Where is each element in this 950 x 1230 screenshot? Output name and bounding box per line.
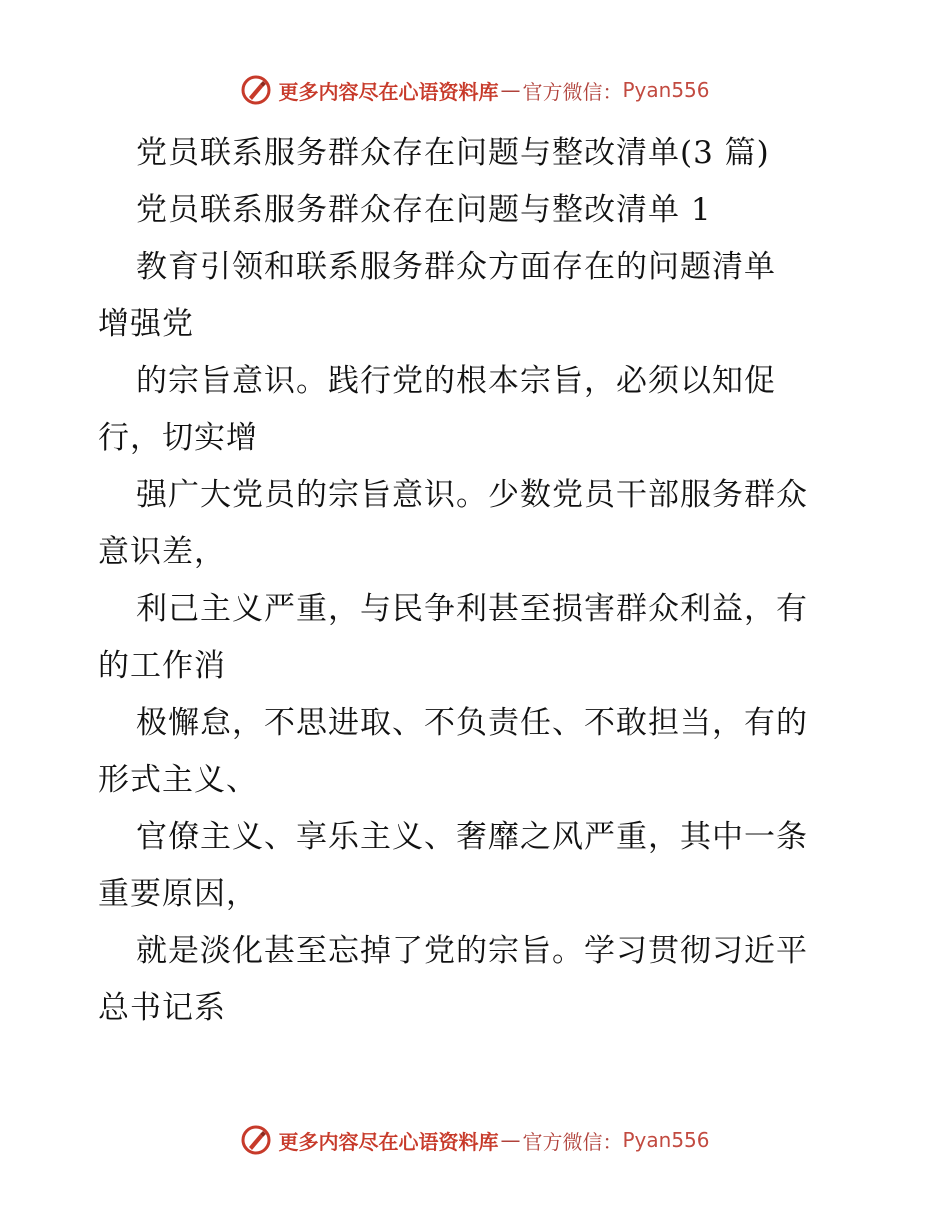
text-line: 的工作消 (98, 648, 226, 684)
footer-dash: — (500, 1128, 521, 1152)
footer-wechat-id: Pyan556 (622, 1128, 710, 1152)
footer-wechat-label: 官方微信： (522, 1129, 623, 1154)
document-body (98, 125, 858, 1037)
section-heading: 党员联系服务群众存在问题与整改清单 1 (136, 192, 712, 228)
text-line: 重要原因， (98, 876, 258, 912)
text-line: 总书记系 (98, 990, 226, 1026)
text-line: 强广大党员的宗旨意识。少数党员干部服务群众 (136, 477, 808, 513)
text-line: 利己主义严重，与民争利甚至损害群众利益，有 (136, 591, 808, 627)
text-line: 行，切实增 (98, 420, 258, 456)
header-brand-text: 更多内容尽在心语资料库 (278, 79, 499, 104)
pen-logo-icon (240, 1124, 272, 1156)
text-line: 极懈怠，不思进取、不负责任、不敢担当，有的 (136, 705, 808, 741)
pen-logo-icon (240, 74, 272, 106)
header-wechat-id: Pyan556 (622, 78, 710, 102)
text-line: 意识差， (98, 534, 226, 570)
header-dash: — (500, 78, 521, 102)
text-line: 增强党 (98, 306, 194, 342)
document-title: 党员联系服务群众存在问题与整改清单(3 篇) (136, 135, 770, 171)
text-line: 官僚主义、享乐主义、奢靡之风严重，其中一条 (136, 819, 808, 855)
footer-banner (0, 1120, 950, 1160)
text-line: 就是淡化甚至忘掉了党的宗旨。学习贯彻习近平 (136, 933, 808, 969)
footer-brand-text: 更多内容尽在心语资料库 (278, 1129, 499, 1154)
text-line: 教育引领和联系服务群众方面存在的问题清单 (136, 249, 776, 285)
text-line: 形式主义、 (98, 762, 258, 798)
header-wechat-label: 官方微信： (522, 79, 623, 104)
text-line: 的宗旨意识。践行党的根本宗旨，必须以知促 (136, 363, 776, 399)
header-banner (0, 70, 950, 110)
